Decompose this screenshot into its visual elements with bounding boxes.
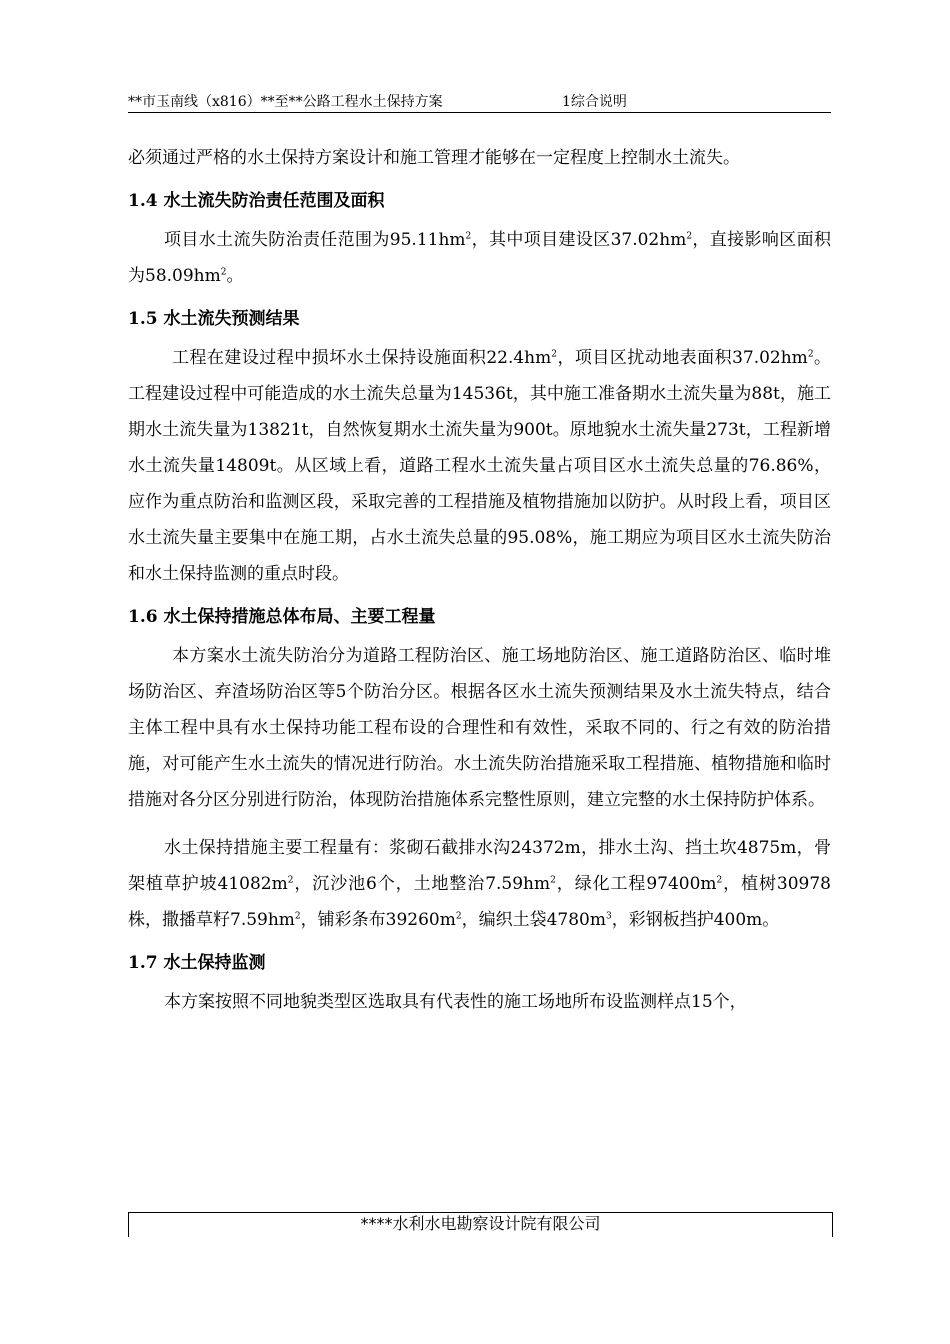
text-run: 水土保持措施主要工程量有：浆砌石截排水沟24372m，排水土沟、挡土坎4875m，骨架植草护坡41082m [128,838,831,894]
superscript: 2 [551,349,557,360]
superscript: 2 [220,267,227,278]
superscript: 3 [605,911,612,922]
text-run: ，铺彩条布39260m [300,910,456,930]
header-document-title: **市玉南线（x816）**至**公路工程水土保持方案 [128,94,443,110]
superscript: 2 [807,349,814,360]
text-run: 项目水土流失防治责任范围为95.11hm [164,230,466,250]
text-run: 工程在建设过程中损坏水土保持设施面积22.4hm [172,348,552,368]
document-body [128,140,831,1020]
page-footer [128,1212,833,1237]
page-header [128,88,831,113]
superscript: 2 [455,911,462,922]
text-run: ，植树30978株，撒播草籽7.59hm [128,874,831,930]
header-chapter-title: 1综合说明 [562,94,627,110]
section-1-6-paragraph-2 [128,830,831,938]
text-run: ，沉沙池6个，土地整治7.59hm [293,874,551,894]
section-1-4-heading: 1.4 水土流失防治责任范围及面积 [128,191,385,211]
section-1-7-paragraph: 本方案按照不同地貌类型区选取具有代表性的施工场地所布设监测样点15个， [164,992,747,1012]
text-run: 。 [226,266,244,286]
superscript: 2 [465,231,472,242]
text-run: ，其中项目建设区37.02hm [471,230,687,250]
section-1-6-paragraph-1: 本方案水土流失防治分为道路工程防治区、施工场地防治区、施工道路防治区、临时堆场防治区、弃渣场防治区等5个防治分区。根据各区水土流失预测结果及水土流失特点，结合主体工程中具有水土保持功能工程布设的合理性和有效性，采取不同的、行之有效的防治措施，对可能产生水土流失的情况进行防治。水土流失防治措施采取工程措施、植物措施和临时措施对各分区分别进行防治，体现防治措施体系完整性原则，建立完整的水土保持防护体系。 [128,646,831,810]
superscript: 2 [550,875,556,886]
superscript: 2 [686,231,693,242]
section-1-4-paragraph [128,222,831,294]
superscript: 2 [716,875,723,886]
footer-company-name: ****水利水电勘察设计院有限公司 [360,1214,601,1233]
section-1-6-heading: 1.6 水土保持措施总体布局、主要工程量 [128,607,436,627]
superscript: 2 [294,911,301,922]
superscript: 2 [287,875,294,886]
section-1-5-heading: 1.5 水土流失预测结果 [128,309,300,329]
text-run: ，项目区扰动地表面积37.02hm [556,348,808,368]
text-run: ，直接影响区面积为58.09hm [128,230,831,286]
section-1-5-paragraph [128,340,831,592]
intro-paragraph: 必须通过严格的水土保持方案设计和施工管理才能够在一定程度上控制水土流失。 [128,148,740,168]
section-1-7-heading: 1.7 水土保持监测 [128,953,266,973]
text-run: ，绿化工程97400m [555,874,717,894]
text-run: ，彩钢板挡护400m。 [611,910,780,930]
text-run: ，编织土袋4780m [461,910,606,930]
text-run: 。工程建设过程中可能造成的水土流失总量为14536t，其中施工准备期水土流失量为88t，施工期水土流失量为13821t，自然恢复期水土流失量为900t。原地貌水土流失量273t，工程新增水土流失量14809t。从区域上看，道路工程水土流失量占项目区水土流失总量的76.86%，应作为重点防治和监测区段，采取完善的工程措施及植物措施加以防护。从时段上看，项目区水土流失量主要集中在施工期，占水土流失总量的95.08%，施工期应为项目区水土流失防治和水土保持监测的重点时段。 [128,348,832,584]
